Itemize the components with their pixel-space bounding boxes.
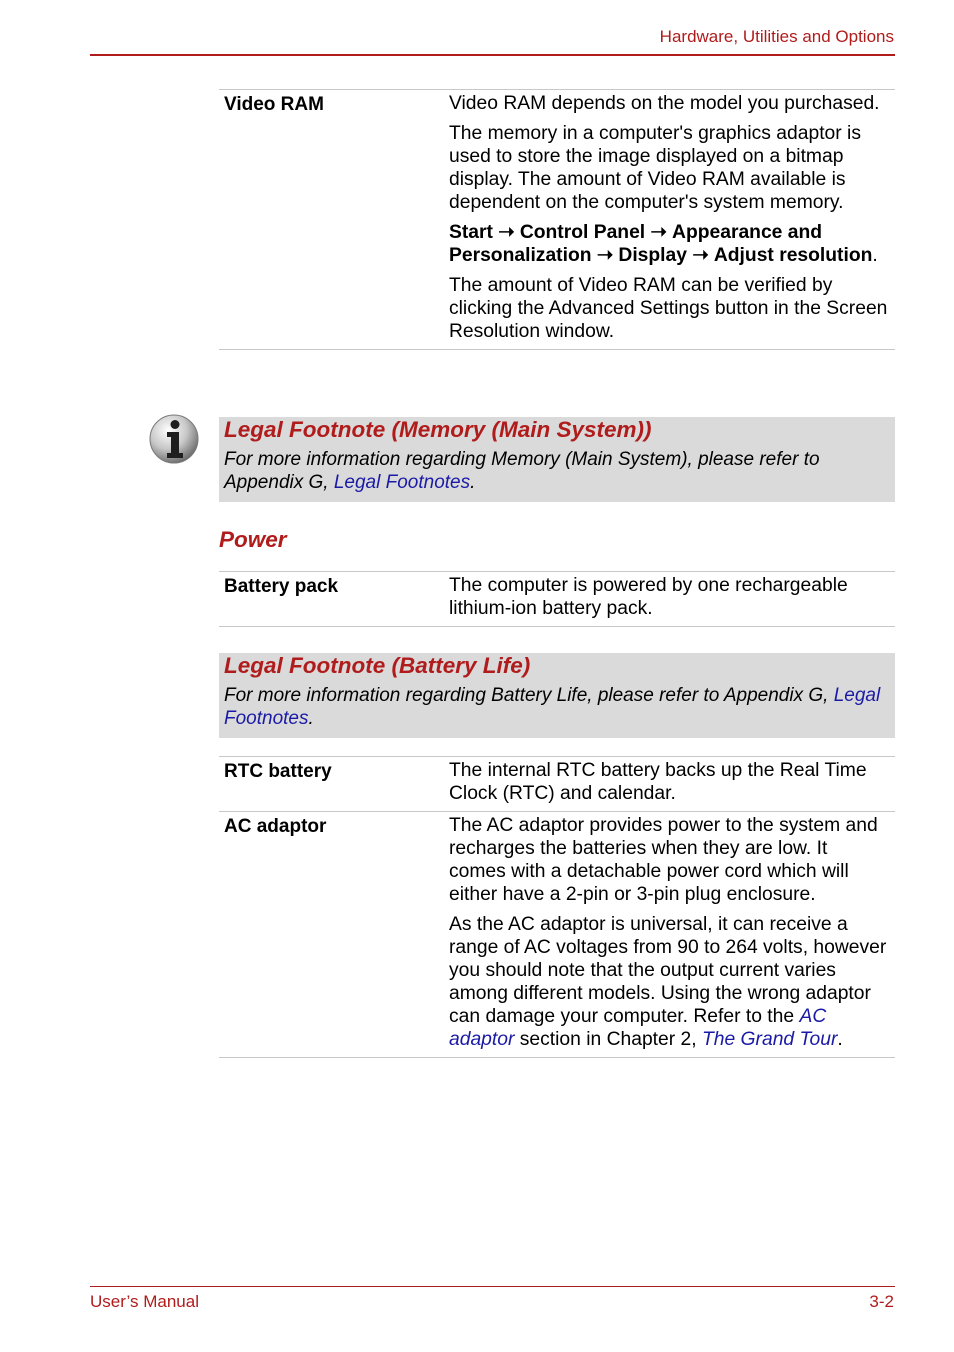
note-end: .: [470, 472, 476, 493]
term-rtc-battery: RTC battery: [224, 761, 332, 782]
paragraph: The AC adaptor provides power to the system and recharges the batteries when they are low. It comes with a detachable power cord which will either have a 2-pin or 3-pin plug enclosure.: [449, 815, 878, 905]
note-end: .: [308, 708, 314, 729]
arrow-right-icon: ➝: [498, 222, 515, 243]
legal-footnote-memory: [219, 417, 895, 502]
page-number: 3-2: [869, 1292, 894, 1311]
header-rule: [90, 54, 895, 56]
info-icon: [148, 413, 200, 465]
note-title: Legal Footnote (Battery Life): [224, 653, 531, 678]
table-row: [219, 811, 895, 1058]
menu-path: [449, 221, 889, 267]
running-header: Hardware, Utilities and Options: [659, 27, 894, 46]
term-ac-adaptor: AC adaptor: [224, 816, 327, 837]
table-row: [219, 756, 895, 811]
path-end: .: [872, 245, 878, 266]
note-body: [224, 684, 889, 730]
path-display: Display: [618, 245, 687, 266]
ac-adaptor-link[interactable]: AC adaptor: [449, 1006, 827, 1050]
path-control-panel: Control Panel: [519, 222, 646, 243]
video-ram-table: [219, 89, 895, 350]
footer-rule: [90, 1286, 895, 1287]
path-appearance: Appearance and Personalization: [449, 222, 823, 266]
arrow-right-icon: ➝: [596, 245, 614, 266]
paragraph-text: section in Chapter 2,: [514, 1029, 702, 1050]
table-row: [219, 89, 895, 350]
arrow-right-icon: ➝: [692, 245, 709, 266]
footer-manual-title: User’s Manual: [90, 1292, 199, 1311]
battery-pack-table: [219, 571, 895, 627]
path-adjust-resolution: Adjust resolution: [713, 245, 873, 266]
paragraph: The amount of Video RAM can be verified by clicking the Advanced Settings button in the Screen Resolution window.: [449, 275, 888, 342]
table-row: [219, 571, 895, 627]
path-start: Start: [449, 222, 493, 243]
the-grand-tour-link[interactable]: The Grand Tour: [701, 1029, 838, 1050]
definition-video-ram: [444, 90, 895, 349]
legal-footnotes-link[interactable]: Legal Footnotes: [224, 685, 881, 729]
section-heading-power: Power: [219, 527, 287, 552]
paragraph-end: .: [837, 1029, 843, 1050]
legal-footnotes-link[interactable]: Legal Footnotes: [333, 472, 471, 493]
paragraph: The memory in a computer's graphics adaptor is used to store the image displayed on a bitmap display. The amount of Video RAM available is dependent on the computer's system memory.: [449, 123, 861, 213]
note-text: For more information regarding Memory (Main System), please refer to Appendix G,: [224, 449, 820, 493]
definition-rtc-battery: The internal RTC battery backs up the Real Time Clock (RTC) and calendar.: [449, 760, 867, 804]
paragraph: Video RAM depends on the model you purchased.: [449, 93, 880, 114]
definition-ac-adaptor: [444, 812, 895, 1057]
term-video-ram: Video RAM: [224, 94, 324, 115]
definition-battery-pack: The computer is powered by one rechargeable lithium-ion battery pack.: [449, 575, 848, 619]
note-title: Legal Footnote (Memory (Main System)): [224, 417, 652, 442]
term-battery-pack: Battery pack: [224, 576, 339, 597]
legal-footnote-battery: [219, 653, 895, 738]
power-components-table: [219, 756, 895, 1058]
paragraph: [449, 913, 889, 1051]
paragraph-text: As the AC adaptor is universal, it can receive a range of AC voltages from 90 to 264 volts, however you should note that the output current varies among different models. Using the wrong adaptor can damage your computer. Refer to the: [449, 914, 887, 1027]
note-text: For more information regarding Battery Life, please refer to Appendix G,: [224, 685, 834, 706]
note-body: [224, 448, 889, 494]
arrow-right-icon: ➝: [650, 222, 667, 243]
